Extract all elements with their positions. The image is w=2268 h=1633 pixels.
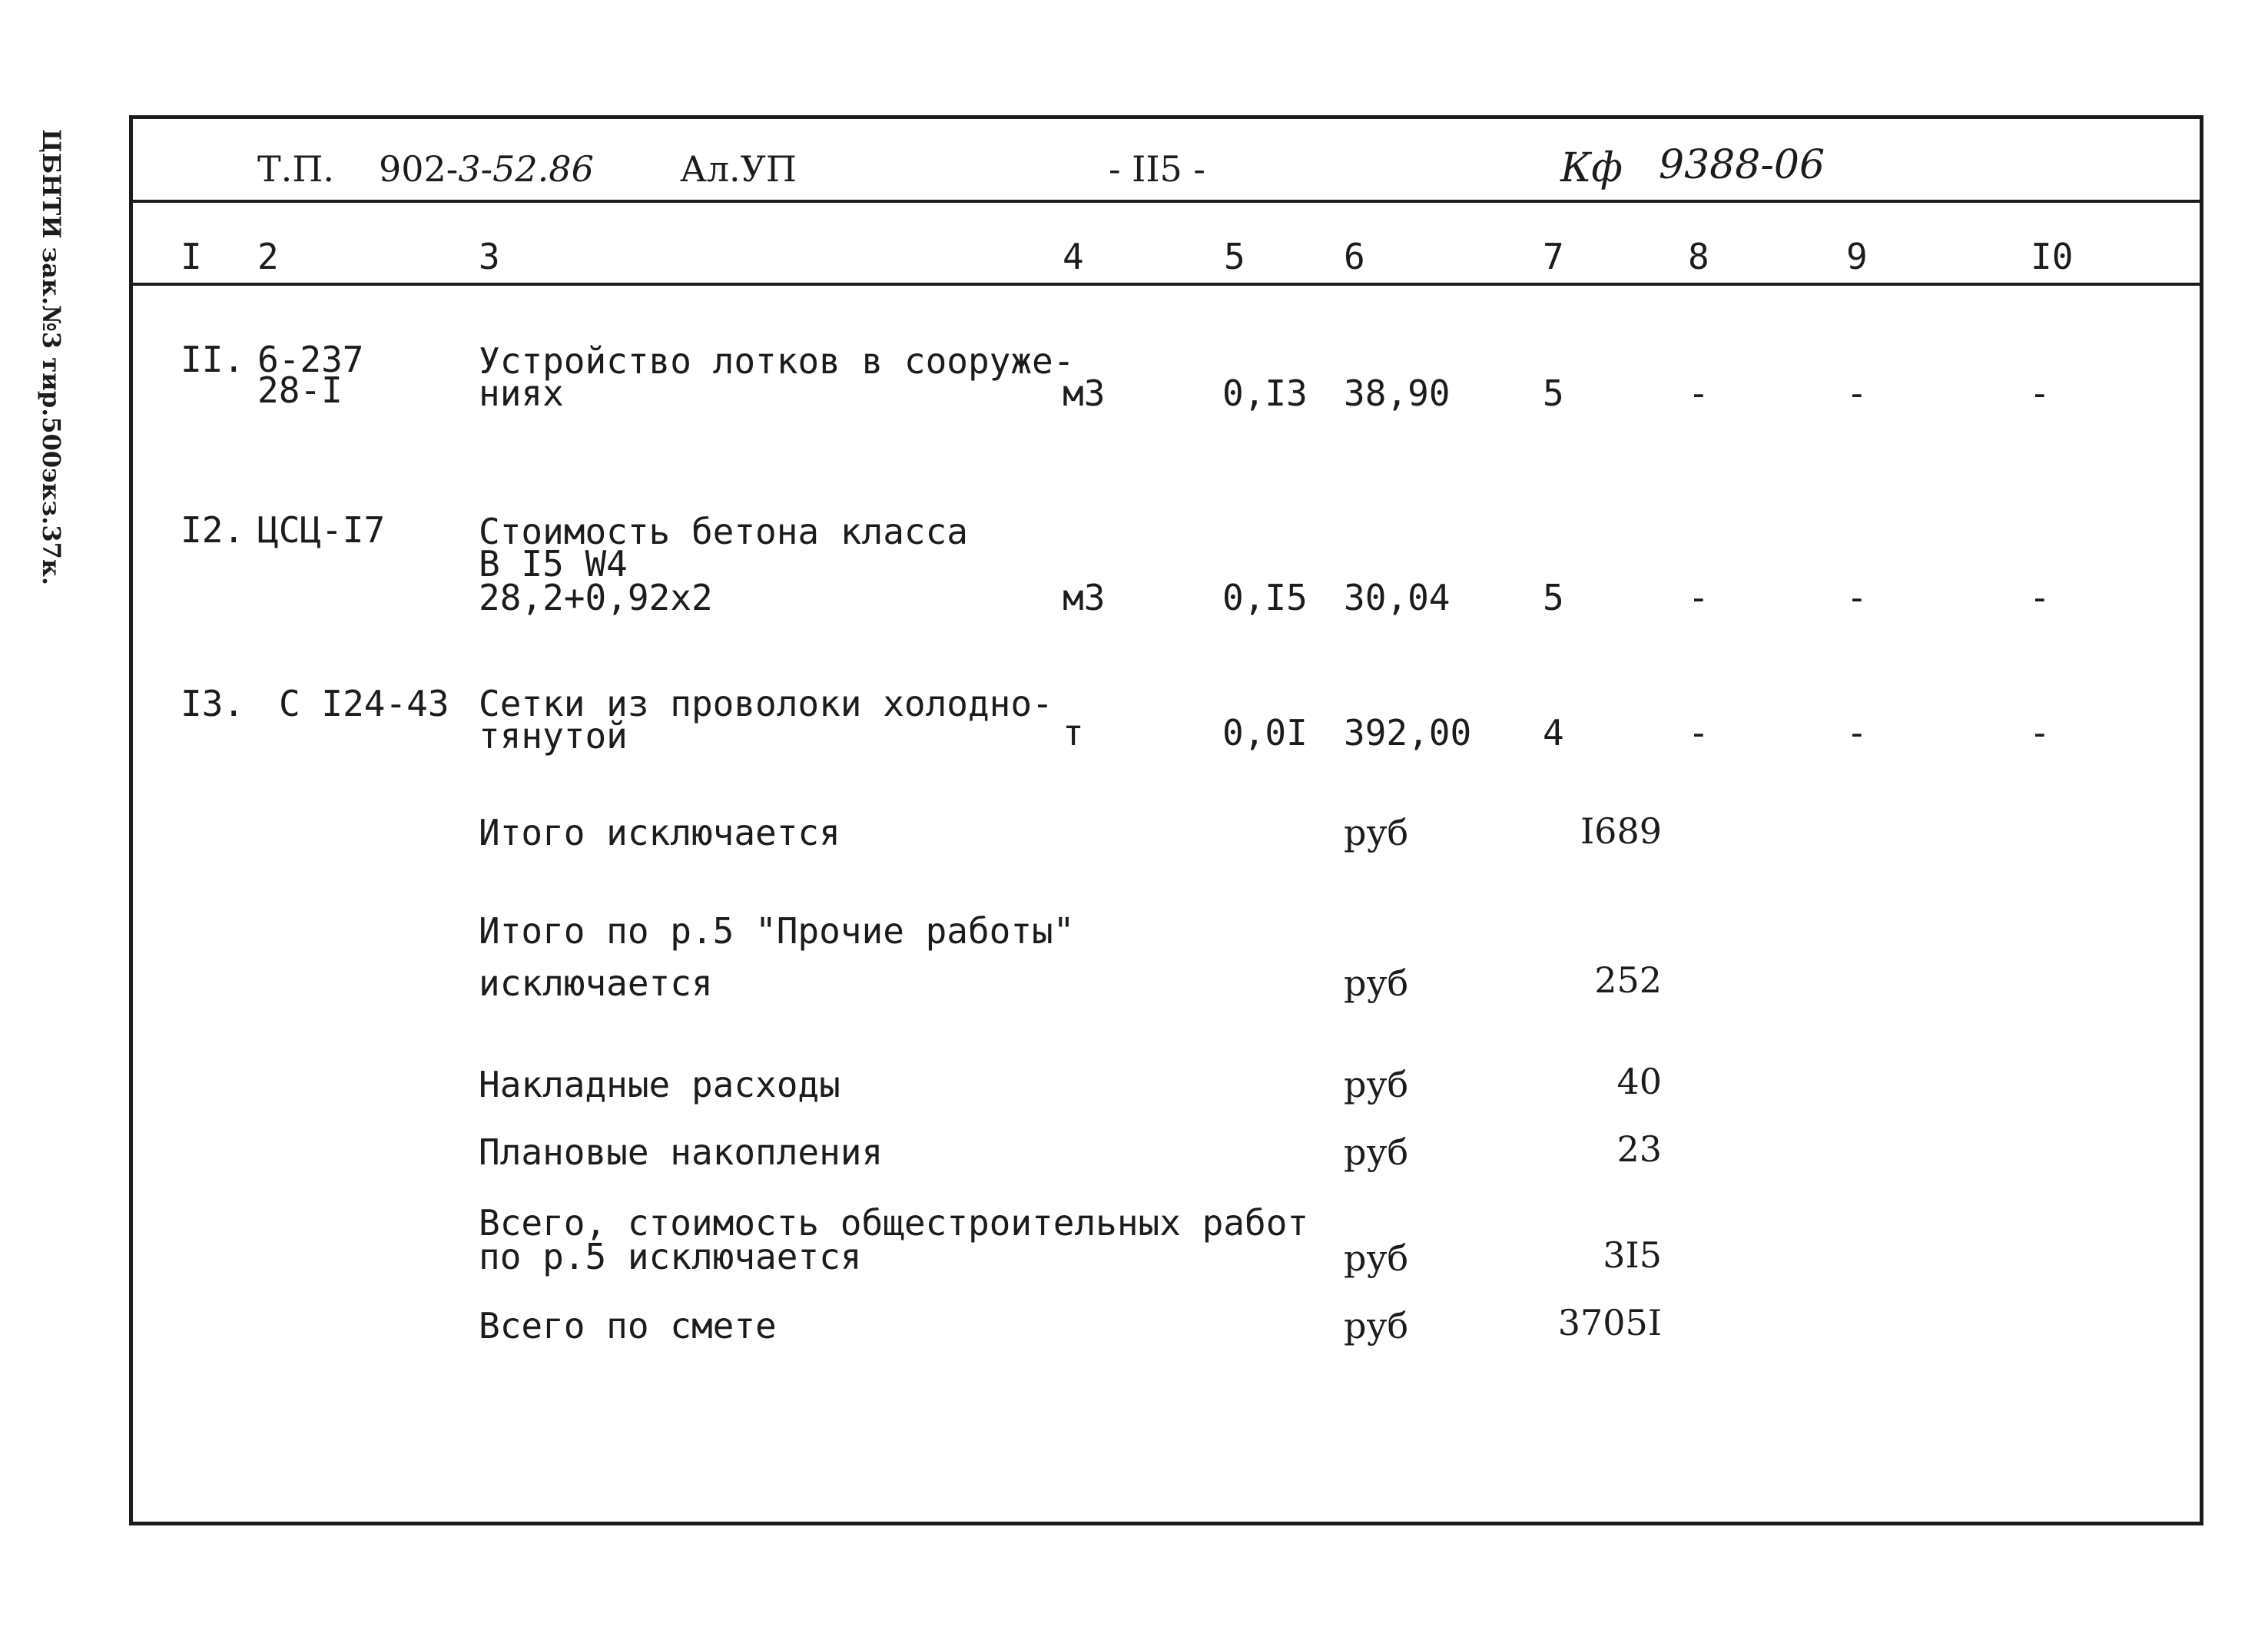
total-value: 3I5 [1603,1234,1662,1276]
row-col10: - [2029,577,2051,618]
row-description-line2: ниях [479,373,564,414]
row-quantity: 0,I3 [1222,373,1308,414]
total-value: 252 [1594,959,1662,1001]
col-header-3: 3 [479,236,500,277]
row-quantity: 0,I5 [1222,577,1308,618]
total-label: Итого исключается [479,812,841,853]
col-header-10: I0 [2031,236,2074,277]
row-description-line2: В I5 W4 [479,543,628,585]
row-description: Устройство лотков в сооруже- [479,340,1075,382]
code-prefix: Кф [1560,145,1623,191]
row-unit: м3 [1063,577,1106,618]
side-stamp: ЦБНТИ зак.№3 тир.500экз.37к. [37,129,66,586]
row-description: Сетки из проволоки холодно- [479,683,1053,724]
column-header-divider [133,283,2200,286]
col-header-2: 2 [257,236,279,277]
row-code: 6-237 [257,339,364,380]
document-frame [129,115,2203,1525]
row-col10: - [2029,373,2051,414]
total-label: Накладные расходы [479,1064,841,1105]
row-price: 38,90 [1344,373,1451,414]
row-col7: 5 [1543,577,1564,618]
total-label: Всего, стоимость общестроительных работ [479,1202,1309,1244]
row-quantity: 0,0I [1222,712,1308,754]
total-unit: руб [1344,1305,1409,1346]
total-label-line2: исключается [479,962,713,1004]
row-col8: - [1688,577,1709,618]
row-col9: - [1846,373,1868,414]
row-price: 392,00 [1344,712,1472,754]
page-number: - II5 - [1109,148,1205,190]
total-unit: руб [1344,812,1409,853]
row-col8: - [1688,373,1709,414]
col-header-4: 4 [1063,236,1084,277]
total-value: 40 [1616,1061,1662,1102]
row-code: С I24-43 [279,683,449,724]
row-code-line2: 28-I [257,369,343,411]
row-col7: 4 [1543,712,1564,754]
row-description: Стоимость бетона класса [479,511,968,552]
header-divider [133,200,2200,203]
row-col7: 5 [1543,373,1564,414]
row-col9: - [1846,712,1868,754]
row-code: ЦСЦ-I7 [257,509,386,551]
col-header-9: 9 [1846,236,1868,277]
row-number: I2. [181,509,245,551]
total-unit: руб [1344,962,1409,1004]
total-value: 3705I [1557,1302,1662,1343]
total-unit: руб [1344,1237,1409,1279]
row-col10: - [2029,712,2051,754]
total-value: 23 [1616,1128,1662,1170]
row-description-line3: 28,2+0,92x2 [479,577,713,618]
total-label: Всего по смете [479,1305,777,1346]
total-unit: руб [1344,1131,1409,1173]
total-unit: руб [1344,1064,1409,1105]
total-label-line2: по р.5 исключается [479,1236,862,1277]
row-price: 30,04 [1344,577,1451,618]
row-number: I3. [181,683,245,724]
col-header-8: 8 [1688,236,1709,277]
row-unit: м3 [1063,373,1106,414]
row-description-line2: тянутой [479,715,628,757]
row-unit: т [1063,712,1084,754]
doc-type: Т.П. [257,148,335,190]
col-header-5: 5 [1224,236,1245,277]
col-header-6: 6 [1344,236,1365,277]
row-number: II. [181,339,245,380]
total-value: I689 [1580,810,1662,852]
doc-code: 9388-06 [1659,142,1825,188]
row-col9: - [1846,577,1868,618]
total-label: Итого по р.5 "Прочие работы" [479,910,1075,952]
album-label: Ал.УП [680,148,797,190]
total-label: Плановые накопления [479,1131,884,1173]
doc-number: 902-3-52.86 [379,148,594,190]
row-col8: - [1688,712,1709,754]
col-header-7: 7 [1543,236,1564,277]
col-header-1: I [181,236,202,277]
